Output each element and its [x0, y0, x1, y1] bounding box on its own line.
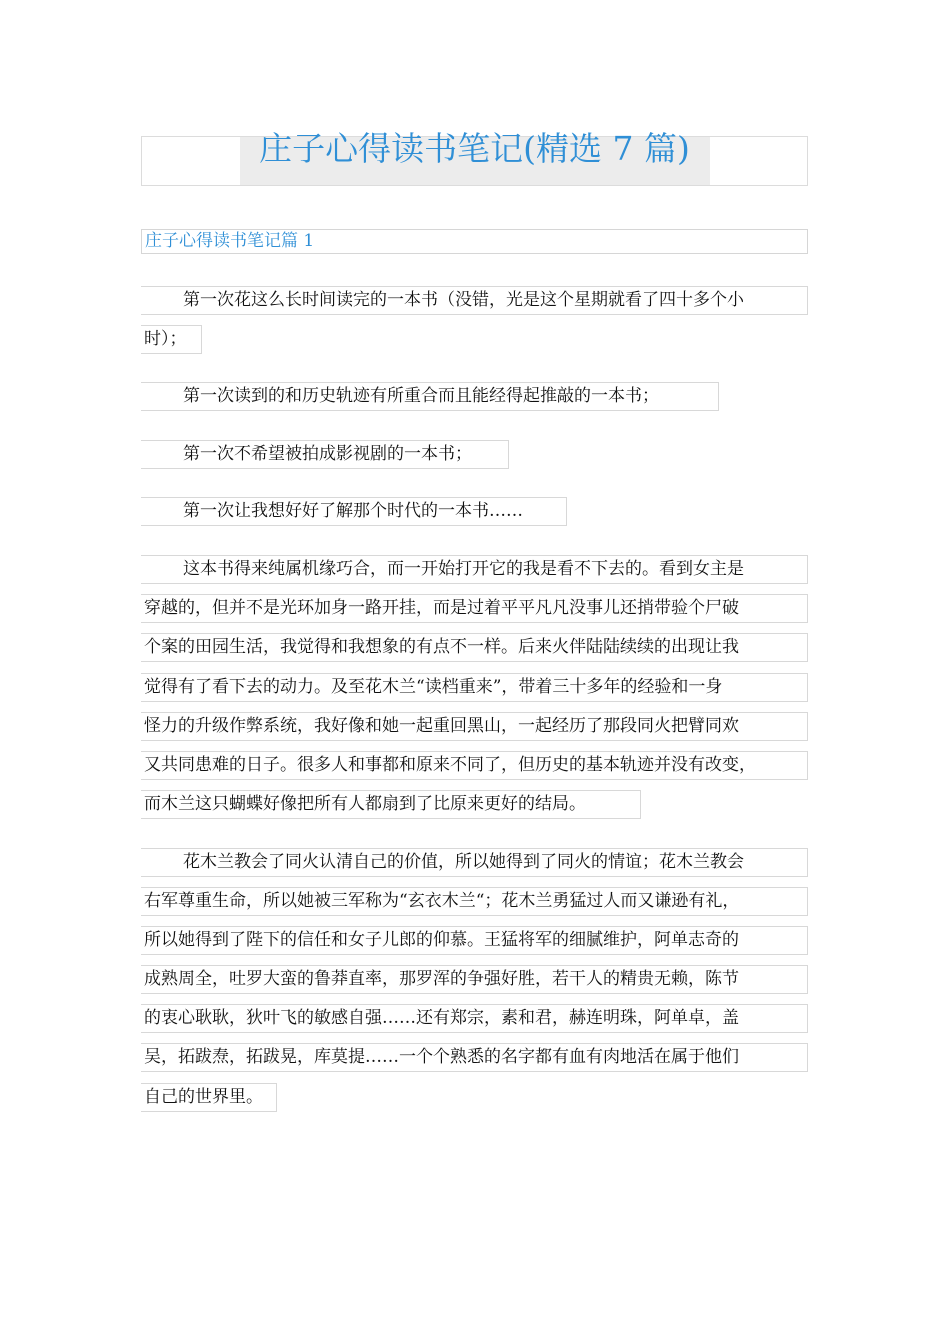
- text-line: 第一次读到的和历史轨迹有所重合而且能经得起推敲的一本书；: [141, 382, 719, 411]
- text-line: 个案的田园生活，我觉得和我想象的有点不一样。后来火伴陆陆续续的出现让我: [141, 633, 808, 662]
- text-line: 第一次不希望被拍成影视剧的一本书；: [141, 440, 509, 469]
- text-line: 吴，拓跋焘，拓跋晃，库莫提……一个个熟悉的名字都有血有肉地活在属于他们: [141, 1043, 808, 1072]
- text-line: 怪力的升级作弊系统，我好像和她一起重回黑山，一起经历了那段同火把臂同欢: [141, 712, 808, 741]
- text-line: 自己的世界里。: [141, 1083, 277, 1112]
- text-line: 时）；: [141, 325, 202, 354]
- text-line: 第一次花这么长时间读完的一本书（没错，光是这个星期就看了四十多个小: [141, 286, 808, 315]
- text-line: 第一次让我想好好了解那个时代的一本书……: [141, 497, 567, 526]
- text-line: 穿越的，但并不是光环加身一路开挂，而是过着平平凡凡没事儿还捎带验个尸破: [141, 594, 808, 623]
- text-line: 的衷心耿耿，狄叶飞的敏感自强……还有郑宗，素和君，赫连明珠，阿单卓，盖: [141, 1004, 808, 1033]
- text-line: 花木兰教会了同火认清自己的价值，所以她得到了同火的情谊；花木兰教会: [141, 848, 808, 877]
- text-line: 这本书得来纯属机缘巧合，而一开始打开它的我是看不下去的。看到女主是: [141, 555, 808, 584]
- section-heading: 庄子心得读书笔记篇 1: [141, 229, 808, 254]
- text-line: 又共同患难的日子。很多人和事都和原来不同了，但历史的基本轨迹并没有改变，: [141, 751, 808, 780]
- text-line: 觉得有了看下去的动力。及至花木兰“读档重来”，带着三十多年的经验和一身: [141, 673, 808, 702]
- text-line: 而木兰这只蝴蝶好像把所有人都扇到了比原来更好的结局。: [141, 790, 641, 819]
- text-line: 所以她得到了陛下的信任和女子儿郎的仰慕。王猛将军的细腻维护，阿单志奇的: [141, 926, 808, 955]
- page-title: 庄子心得读书笔记(精选 7 篇): [259, 129, 690, 168]
- text-line: 成熟周全，吐罗大蛮的鲁莽直率，那罗浑的争强好胜，若干人的精贵无赖，陈节: [141, 965, 808, 994]
- text-line: 右军尊重生命，所以她被三军称为“玄衣木兰“；花木兰勇猛过人而又谦逊有礼，: [141, 887, 808, 916]
